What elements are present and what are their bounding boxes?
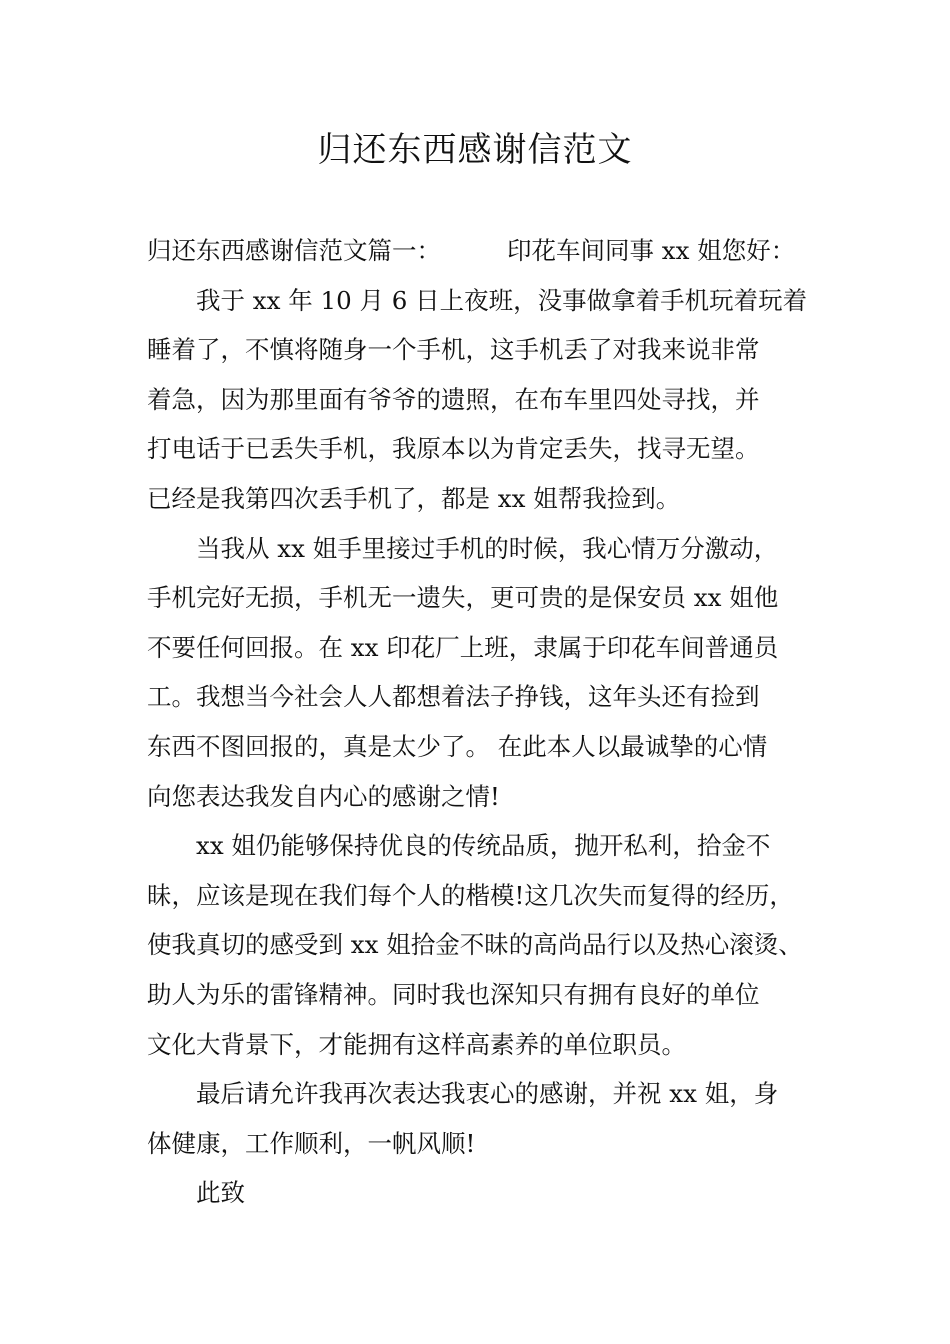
text-line: 打电话于已丢失手机，我原本以为肯定丢失，找寻无望。 xyxy=(147,434,760,464)
text-line: 文化大背景下，才能拥有这样高素养的单位职员。 xyxy=(147,1029,686,1059)
text-line: 着急，因为那里面有爷爷的遗照，在布车里四处寻找，并 xyxy=(147,384,760,414)
text-line: 我于 xx 年 10 月 6 日上夜班，没事做拿着手机玩着玩着 xyxy=(196,285,808,315)
text-line: 手机完好无损，手机无一遗失，更可贵的是保安员 xx 姐他 xyxy=(147,583,779,613)
text-line: 昧，应该是现在我们每个人的楷模!这几次失而复得的经历， xyxy=(147,880,794,910)
text-line: xx 姐仍能够保持优良的传统品质，抛开私利，拾金不 xyxy=(196,831,771,861)
text-line: 东西不图回报的，真是太少了。 在此本人以最诚挚的心情 xyxy=(147,731,768,761)
text-line: 当我从 xx 姐手里接过手机的时候，我心情万分激动， xyxy=(196,533,779,563)
text-line: 不要任何回报。在 xx 印花厂上班，隶属于印花车间普通员 xyxy=(147,632,779,662)
text-line: 体健康，工作顺利，一帆风顺! xyxy=(147,1128,476,1158)
intro-line xyxy=(147,226,832,276)
text-line: 睡着了，不慎将随身一个手机，这手机丢了对我来说非常 xyxy=(147,335,760,365)
text-line: 已经是我第四次丢手机了，都是 xx 姐帮我捡到。 xyxy=(147,483,681,513)
document-title: 归还东西感谢信范文 xyxy=(317,130,633,170)
text-line: 向您表达我发自内心的感谢之情! xyxy=(147,781,500,811)
intro-salutation: 印花车间同事 xx 姐您好： xyxy=(507,236,796,265)
text-line: 最后请允许我再次表达我衷心的感谢，并祝 xx 姐，身 xyxy=(196,1079,779,1109)
text-line: 使我真切的感受到 xx 姐拾金不昧的高尚品行以及热心滚烫、 xyxy=(147,930,803,960)
text-line: 助人为乐的雷锋精神。同时我也深知只有拥有良好的单位 xyxy=(147,979,760,1009)
letter-lines xyxy=(147,276,832,1218)
intro-heading: 归还东西感谢信范文篇一： xyxy=(147,236,441,265)
letter-body xyxy=(147,226,832,1218)
text-line: 工。我想当今社会人人都想着法子挣钱，这年头还有捡到 xyxy=(147,682,760,712)
text-line: 此致 xyxy=(196,1178,245,1208)
